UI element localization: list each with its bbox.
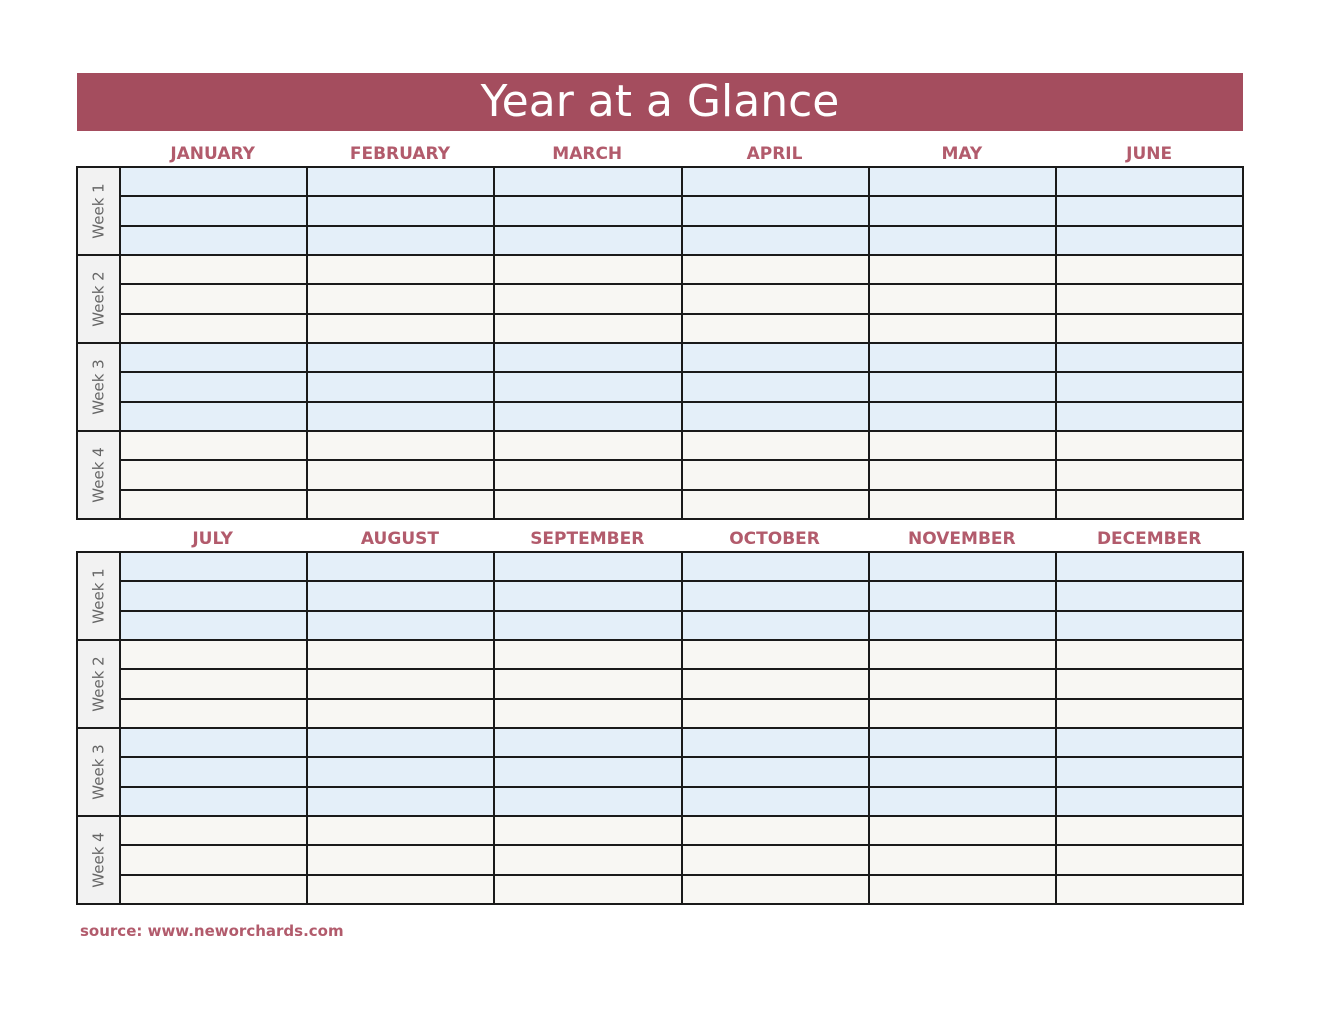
entry-slot[interactable]: [683, 227, 868, 256]
entry-slot[interactable]: [1057, 344, 1242, 373]
entry-slot[interactable]: [870, 285, 1055, 314]
entry-slot[interactable]: [1057, 553, 1242, 582]
entry-slot[interactable]: [870, 461, 1055, 490]
month-header-row: [119, 528, 1243, 550]
entry-slot[interactable]: [121, 403, 306, 432]
entry-slot[interactable]: [121, 461, 306, 490]
entry-slot[interactable]: [870, 256, 1055, 285]
entry-slot[interactable]: [1057, 256, 1242, 285]
entry-slot[interactable]: [683, 403, 868, 432]
entry-slot[interactable]: [870, 700, 1055, 729]
entry-slot[interactable]: [1057, 373, 1242, 402]
entry-slot[interactable]: [308, 403, 493, 432]
entry-slot[interactable]: [870, 227, 1055, 256]
week-label: Week 3: [89, 359, 108, 415]
entry-slot[interactable]: [495, 758, 680, 787]
page-title: Year at a Glance: [480, 76, 840, 127]
entry-slot[interactable]: [870, 788, 1055, 817]
entry-slot[interactable]: [683, 491, 868, 518]
entry-slot[interactable]: [1057, 817, 1242, 846]
entry-slot[interactable]: [683, 641, 868, 670]
month-header: NOVEMBER: [908, 529, 1016, 549]
entry-slot[interactable]: [1057, 315, 1242, 344]
calendar-grid: [76, 551, 1244, 905]
entry-slot[interactable]: [683, 373, 868, 402]
entry-slot[interactable]: [495, 612, 680, 641]
entry-slot[interactable]: [495, 197, 680, 226]
month-column: [495, 553, 682, 903]
entry-slot[interactable]: [683, 670, 868, 699]
entry-slot[interactable]: [308, 670, 493, 699]
month-column: [683, 553, 870, 903]
month-header: MAY: [941, 144, 983, 164]
entry-slot[interactable]: [683, 168, 868, 197]
week-label: Week 4: [89, 832, 108, 888]
entry-slot[interactable]: [683, 344, 868, 373]
month-columns: [121, 553, 1242, 903]
entry-slot[interactable]: [495, 315, 680, 344]
entry-slot[interactable]: [495, 641, 680, 670]
entry-slot[interactable]: [121, 641, 306, 670]
month-column: [308, 168, 495, 518]
month-column: [870, 553, 1057, 903]
entry-slot[interactable]: [308, 846, 493, 875]
entry-slot[interactable]: [495, 491, 680, 518]
entry-slot[interactable]: [121, 256, 306, 285]
entry-slot[interactable]: [1057, 582, 1242, 611]
month-column: [495, 168, 682, 518]
month-header: JANUARY: [170, 144, 255, 164]
entry-slot[interactable]: [1057, 491, 1242, 518]
entry-slot[interactable]: [308, 344, 493, 373]
week-label: Week 3: [89, 744, 108, 800]
entry-slot[interactable]: [1057, 876, 1242, 903]
entry-slot[interactable]: [683, 788, 868, 817]
calendar-grid: [76, 166, 1244, 520]
entry-slot[interactable]: [121, 227, 306, 256]
month-header: FEBRUARY: [349, 144, 451, 164]
entry-slot[interactable]: [683, 432, 868, 461]
entry-slot[interactable]: [683, 817, 868, 846]
entry-slot[interactable]: [121, 491, 306, 518]
week-label-column: [78, 168, 121, 518]
entry-slot[interactable]: [870, 491, 1055, 518]
entry-slot[interactable]: [683, 461, 868, 490]
entry-slot[interactable]: [1057, 729, 1242, 758]
entry-slot[interactable]: [683, 582, 868, 611]
entry-slot[interactable]: [308, 641, 493, 670]
entry-slot[interactable]: [121, 344, 306, 373]
entry-slot[interactable]: [1057, 641, 1242, 670]
week-label: Week 4: [89, 447, 108, 503]
week-cell: [78, 641, 119, 729]
entry-slot[interactable]: [870, 817, 1055, 846]
week-cell: [78, 432, 119, 518]
entry-slot[interactable]: [308, 197, 493, 226]
entry-slot[interactable]: [308, 582, 493, 611]
entry-slot[interactable]: [121, 876, 306, 903]
entry-slot[interactable]: [121, 315, 306, 344]
month-header: OCTOBER: [729, 529, 820, 549]
month-column: [121, 553, 308, 903]
entry-slot[interactable]: [308, 285, 493, 314]
week-cell: [78, 817, 119, 903]
source-credit: source: www.neworchards.com: [80, 922, 344, 940]
entry-slot[interactable]: [308, 461, 493, 490]
entry-slot[interactable]: [308, 256, 493, 285]
entry-slot[interactable]: [870, 553, 1055, 582]
week-cell: [78, 344, 119, 432]
entry-slot[interactable]: [870, 432, 1055, 461]
month-column: [870, 168, 1057, 518]
entry-slot[interactable]: [308, 168, 493, 197]
entry-slot[interactable]: [495, 344, 680, 373]
entry-slot[interactable]: [870, 373, 1055, 402]
entry-slot[interactable]: [870, 582, 1055, 611]
entry-slot[interactable]: [683, 553, 868, 582]
week-cell: [78, 256, 119, 344]
entry-slot[interactable]: [683, 197, 868, 226]
entry-slot[interactable]: [308, 700, 493, 729]
entry-slot[interactable]: [870, 641, 1055, 670]
entry-slot[interactable]: [1057, 670, 1242, 699]
entry-slot[interactable]: [495, 256, 680, 285]
entry-slot[interactable]: [870, 670, 1055, 699]
entry-slot[interactable]: [308, 758, 493, 787]
entry-slot[interactable]: [870, 403, 1055, 432]
entry-slot[interactable]: [308, 373, 493, 402]
entry-slot[interactable]: [495, 700, 680, 729]
entry-slot[interactable]: [1057, 758, 1242, 787]
entry-slot[interactable]: [308, 876, 493, 903]
entry-slot[interactable]: [495, 582, 680, 611]
entry-slot[interactable]: [870, 168, 1055, 197]
month-header: DECEMBER: [1096, 529, 1202, 549]
entry-slot[interactable]: [495, 846, 680, 875]
entry-slot[interactable]: [1057, 846, 1242, 875]
entry-slot[interactable]: [121, 285, 306, 314]
entry-slot[interactable]: [1057, 461, 1242, 490]
month-column: [1057, 553, 1242, 903]
entry-slot[interactable]: [121, 700, 306, 729]
entry-slot[interactable]: [683, 256, 868, 285]
week-label-column: [78, 553, 121, 903]
page-title-bar: [77, 73, 1243, 131]
entry-slot[interactable]: [121, 553, 306, 582]
week-label: Week 1: [89, 183, 108, 239]
entry-slot[interactable]: [308, 227, 493, 256]
month-column: [683, 168, 870, 518]
entry-slot[interactable]: [1057, 788, 1242, 817]
entry-slot[interactable]: [121, 817, 306, 846]
month-columns: [121, 168, 1242, 518]
entry-slot[interactable]: [1057, 168, 1242, 197]
entry-slot[interactable]: [1057, 612, 1242, 641]
entry-slot[interactable]: [121, 197, 306, 226]
entry-slot[interactable]: [495, 403, 680, 432]
entry-slot[interactable]: [683, 846, 868, 875]
month-header: JULY: [192, 529, 233, 549]
week-cell: [78, 729, 119, 817]
entry-slot[interactable]: [121, 670, 306, 699]
entry-slot[interactable]: [121, 758, 306, 787]
month-column: [1057, 168, 1242, 518]
entry-slot[interactable]: [1057, 285, 1242, 314]
entry-slot[interactable]: [495, 788, 680, 817]
entry-slot[interactable]: [121, 612, 306, 641]
entry-slot[interactable]: [1057, 227, 1242, 256]
entry-slot[interactable]: [495, 168, 680, 197]
week-cell: [78, 553, 119, 641]
entry-slot[interactable]: [683, 315, 868, 344]
entry-slot[interactable]: [1057, 700, 1242, 729]
entry-slot[interactable]: [1057, 403, 1242, 432]
month-header: JUNE: [1126, 144, 1173, 164]
entry-slot[interactable]: [683, 612, 868, 641]
entry-slot[interactable]: [495, 432, 680, 461]
entry-slot[interactable]: [308, 315, 493, 344]
entry-slot[interactable]: [495, 373, 680, 402]
entry-slot[interactable]: [870, 315, 1055, 344]
entry-slot[interactable]: [870, 846, 1055, 875]
entry-slot[interactable]: [495, 670, 680, 699]
entry-slot[interactable]: [870, 758, 1055, 787]
entry-slot[interactable]: [121, 373, 306, 402]
entry-slot[interactable]: [308, 817, 493, 846]
month-column: [308, 553, 495, 903]
calendar-half-jul-dec: [76, 528, 1244, 908]
entry-slot[interactable]: [121, 168, 306, 197]
entry-slot[interactable]: [495, 876, 680, 903]
entry-slot[interactable]: [495, 553, 680, 582]
entry-slot[interactable]: [308, 432, 493, 461]
entry-slot[interactable]: [121, 729, 306, 758]
entry-slot[interactable]: [1057, 432, 1242, 461]
entry-slot[interactable]: [1057, 197, 1242, 226]
entry-slot[interactable]: [121, 846, 306, 875]
month-header: APRIL: [746, 144, 803, 164]
entry-slot[interactable]: [121, 432, 306, 461]
entry-slot[interactable]: [870, 612, 1055, 641]
entry-slot[interactable]: [495, 729, 680, 758]
week-cell: [78, 168, 119, 256]
entry-slot[interactable]: [308, 612, 493, 641]
month-header: SEPTEMBER: [530, 529, 645, 549]
week-label: Week 1: [89, 568, 108, 624]
entry-slot[interactable]: [308, 553, 493, 582]
entry-slot[interactable]: [495, 285, 680, 314]
entry-slot[interactable]: [121, 788, 306, 817]
entry-slot[interactable]: [870, 344, 1055, 373]
entry-slot[interactable]: [495, 817, 680, 846]
entry-slot[interactable]: [495, 227, 680, 256]
entry-slot[interactable]: [870, 197, 1055, 226]
entry-slot[interactable]: [870, 876, 1055, 903]
entry-slot[interactable]: [308, 491, 493, 518]
month-header: AUGUST: [360, 529, 439, 549]
entry-slot[interactable]: [870, 729, 1055, 758]
entry-slot[interactable]: [495, 461, 680, 490]
entry-slot[interactable]: [683, 285, 868, 314]
entry-slot[interactable]: [683, 876, 868, 903]
week-label: Week 2: [89, 271, 108, 327]
entry-slot[interactable]: [121, 582, 306, 611]
month-header: MARCH: [552, 144, 623, 164]
entry-slot[interactable]: [308, 788, 493, 817]
month-header-row: [119, 143, 1243, 165]
entry-slot[interactable]: [308, 729, 493, 758]
entry-slot[interactable]: [683, 758, 868, 787]
calendar-half-jan-jun: [76, 143, 1244, 523]
entry-slot[interactable]: [683, 729, 868, 758]
week-label: Week 2: [89, 656, 108, 712]
month-column: [121, 168, 308, 518]
entry-slot[interactable]: [683, 700, 868, 729]
